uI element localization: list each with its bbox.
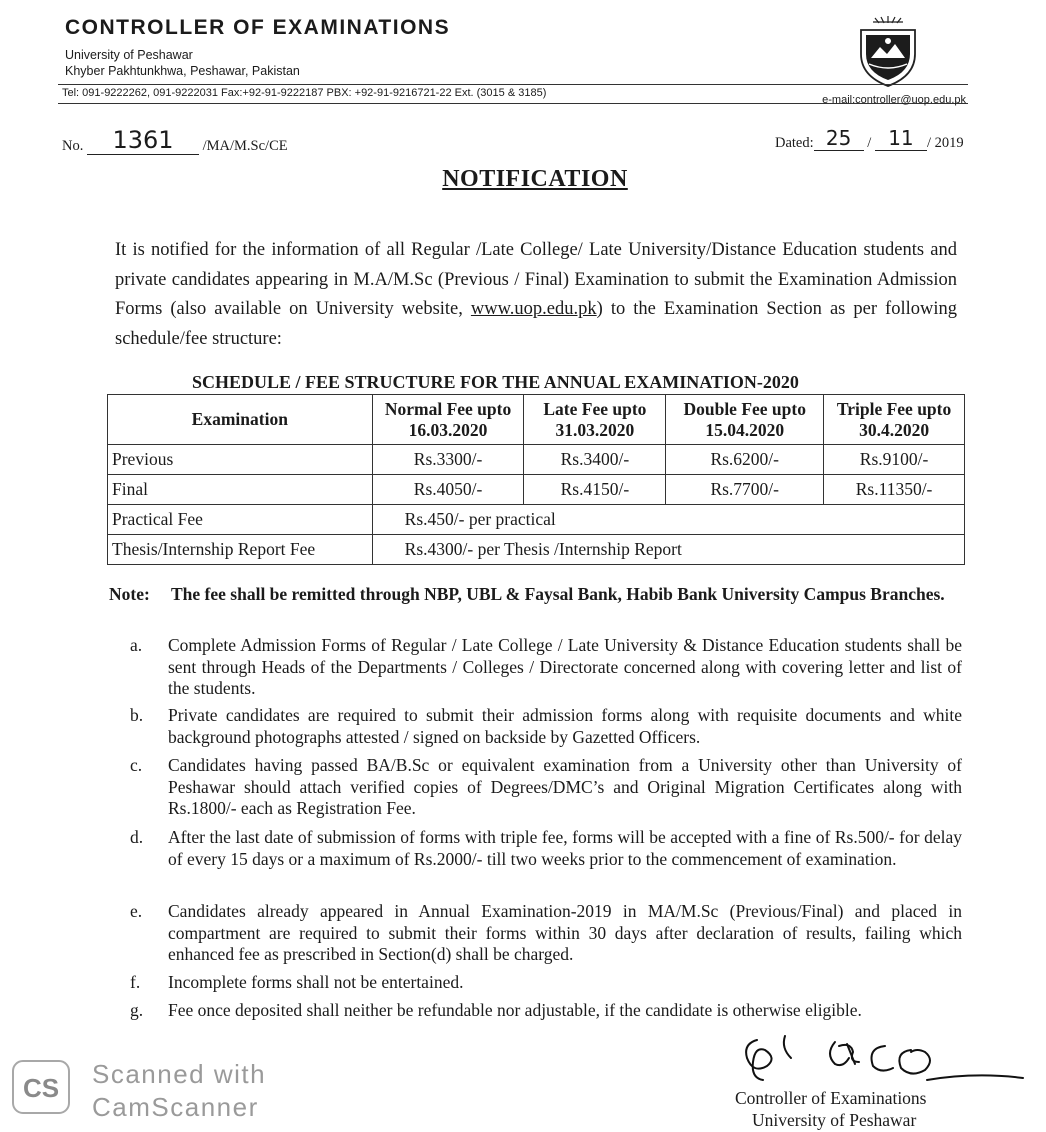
item-letter: a. [130,635,143,655]
row-name: Practical Fee [108,505,373,535]
list-item [130,827,962,870]
item-letter: f. [130,972,141,992]
office-address: Khyber Pakhtunkhwa, Peshawar, Pakistan [65,64,300,78]
item-letter: g. [130,1000,144,1020]
list-item [130,635,962,700]
camscanner-watermark-text [92,1058,266,1124]
list-item [130,901,962,966]
row-name: Previous [108,445,373,475]
note-text: The fee shall be remitted through NBP, UBL & Faysal Bank, Habib Bank University Campus Branches. [171,584,945,604]
reference-no-handwritten: 1361 [112,126,174,154]
cell-late-fee: Rs.4150/- [524,475,666,505]
row-name: Thesis/Internship Report Fee [108,535,373,565]
cell-thesis-fee: Rs.4300/- per Thesis /Internship Report [372,535,964,565]
svg-text:CS: CS [22,1073,60,1103]
intro-paragraph [115,236,957,354]
item-letter: e. [130,901,143,921]
cell-normal-fee: Rs.3300/- [372,445,524,475]
dated-year: / 2019 [926,135,964,151]
cell-double-fee: Rs.7700/- [666,475,824,505]
table-row-thesis-fee [108,535,965,565]
dated-day-handwritten: 25 [825,126,852,150]
university-website-link[interactable]: www.uop.edu.pk [470,299,597,319]
fee-structure-table [107,394,965,565]
scanner-line-2: CamScanner [92,1092,259,1122]
list-item [130,1000,962,1022]
item-letter: c. [130,755,143,775]
header-late-fee: Late Fee upto 31.03.2020 [524,395,666,445]
header-double-fee: Double Fee upto 15.04.2020 [666,395,824,445]
header-triple-fee: Triple Fee upto 30.4.2020 [824,395,965,445]
signatory-university: University of Peshawar [752,1110,917,1130]
cell-normal-fee: Rs.4050/- [372,475,524,505]
reference-number [62,128,288,157]
reference-no-label: No. [62,138,84,154]
cell-double-fee: Rs.6200/- [666,445,824,475]
notification-title: NOTIFICATION [442,166,628,192]
contact-telephone: Tel: 091-9222262, 091-9222031 Fax:+92-91-9222187 PBX: +92-91-9216721-22 Ext. (3015 & 3185) [62,87,547,99]
intro-text-start: It is notified for the information of all Regular /Late College/ Late University/Distance Education students and private candidates appearing in M.A/M.Sc (Previous / Final) Examination to submit the Examination Admission Forms (also available on University website, [115,240,957,319]
cell-triple-fee: Rs.9100/- [824,445,965,475]
item-text: Incomplete forms shall not be entertained. [168,972,464,992]
university-name: University of Peshawar [65,48,193,62]
table-row-practical-fee [108,505,965,535]
schedule-title: SCHEDULE / FEE STRUCTURE FOR THE ANNUAL EXAMINATION-2020 [192,372,799,392]
camscanner-logo [12,1060,70,1114]
reference-no-suffix: /MA/M.Sc/CE [202,138,288,154]
item-letter: b. [130,705,144,725]
item-text: Fee once deposited shall neither be refundable nor adjustable, if the candidate is otherwise eligible. [168,1000,862,1020]
table-header-row [108,395,965,445]
row-name: Final [108,475,373,505]
fee-note [109,584,961,605]
item-text: Complete Admission Forms of Regular / Late College / Late University & Distance Education students shall be sent through Heads of the Departments / Colleges / Directorate concerned along with covering letter and list of the students. [168,635,962,698]
handwritten-signature [735,1028,1025,1092]
header-examination: Examination [108,395,373,445]
list-item [130,972,962,994]
header-normal-fee: Normal Fee upto 16.03.2020 [372,395,524,445]
reference-date: Dated: 25 / 11 / 2019 [775,126,964,151]
item-text: Candidates having passed BA/B.Sc or equivalent examination from a University other than University of Peshawar should attach verified copies of Degrees/DMC’s and Original Migration Certificates along with Rs.1800/- each as Registration Fee. [168,755,962,818]
table-row-final [108,475,965,505]
item-text: After the last date of submission of forms with triple fee, forms will be accepted with a fine of Rs.500/- for delay of every 15 days or a maximum of Rs.2000/- till two weeks prior to the commencement of examination. [168,827,962,869]
cell-practical-fee: Rs.450/- per practical [372,505,964,535]
contact-email: e-mail:controller@uop.edu.pk [822,94,966,106]
intro-text-end: ) to the Examination Section as per following schedule/fee structure: [115,299,957,349]
dated-label: Dated: [775,135,814,151]
university-crest-logo [853,14,923,88]
scanner-line-1: Scanned with [92,1059,267,1089]
signatory-title: Controller of Examinations [735,1088,927,1108]
office-title: CONTROLLER OF EXAMINATIONS [65,16,451,39]
list-item [130,755,962,820]
note-label: Note: [109,584,150,604]
dated-month-handwritten: 11 [888,126,914,150]
item-text: Private candidates are required to submit their admission forms along with requisite documents and white background photographs attested / signed on backside by Gazetted Officers. [168,705,962,747]
contact-bar [58,84,968,104]
list-item [130,705,962,748]
cell-triple-fee: Rs.11350/- [824,475,965,505]
item-letter: d. [130,827,144,847]
item-text: Candidates already appeared in Annual Examination-2019 in MA/M.Sc (Previous/Final) and placed in compartment are required to submit their forms within 30 days after declaration of results, failing which enhanced fee as prescribed in Section(d) shall be charged. [168,901,962,964]
cell-late-fee: Rs.3400/- [524,445,666,475]
table-row-previous [108,445,965,475]
